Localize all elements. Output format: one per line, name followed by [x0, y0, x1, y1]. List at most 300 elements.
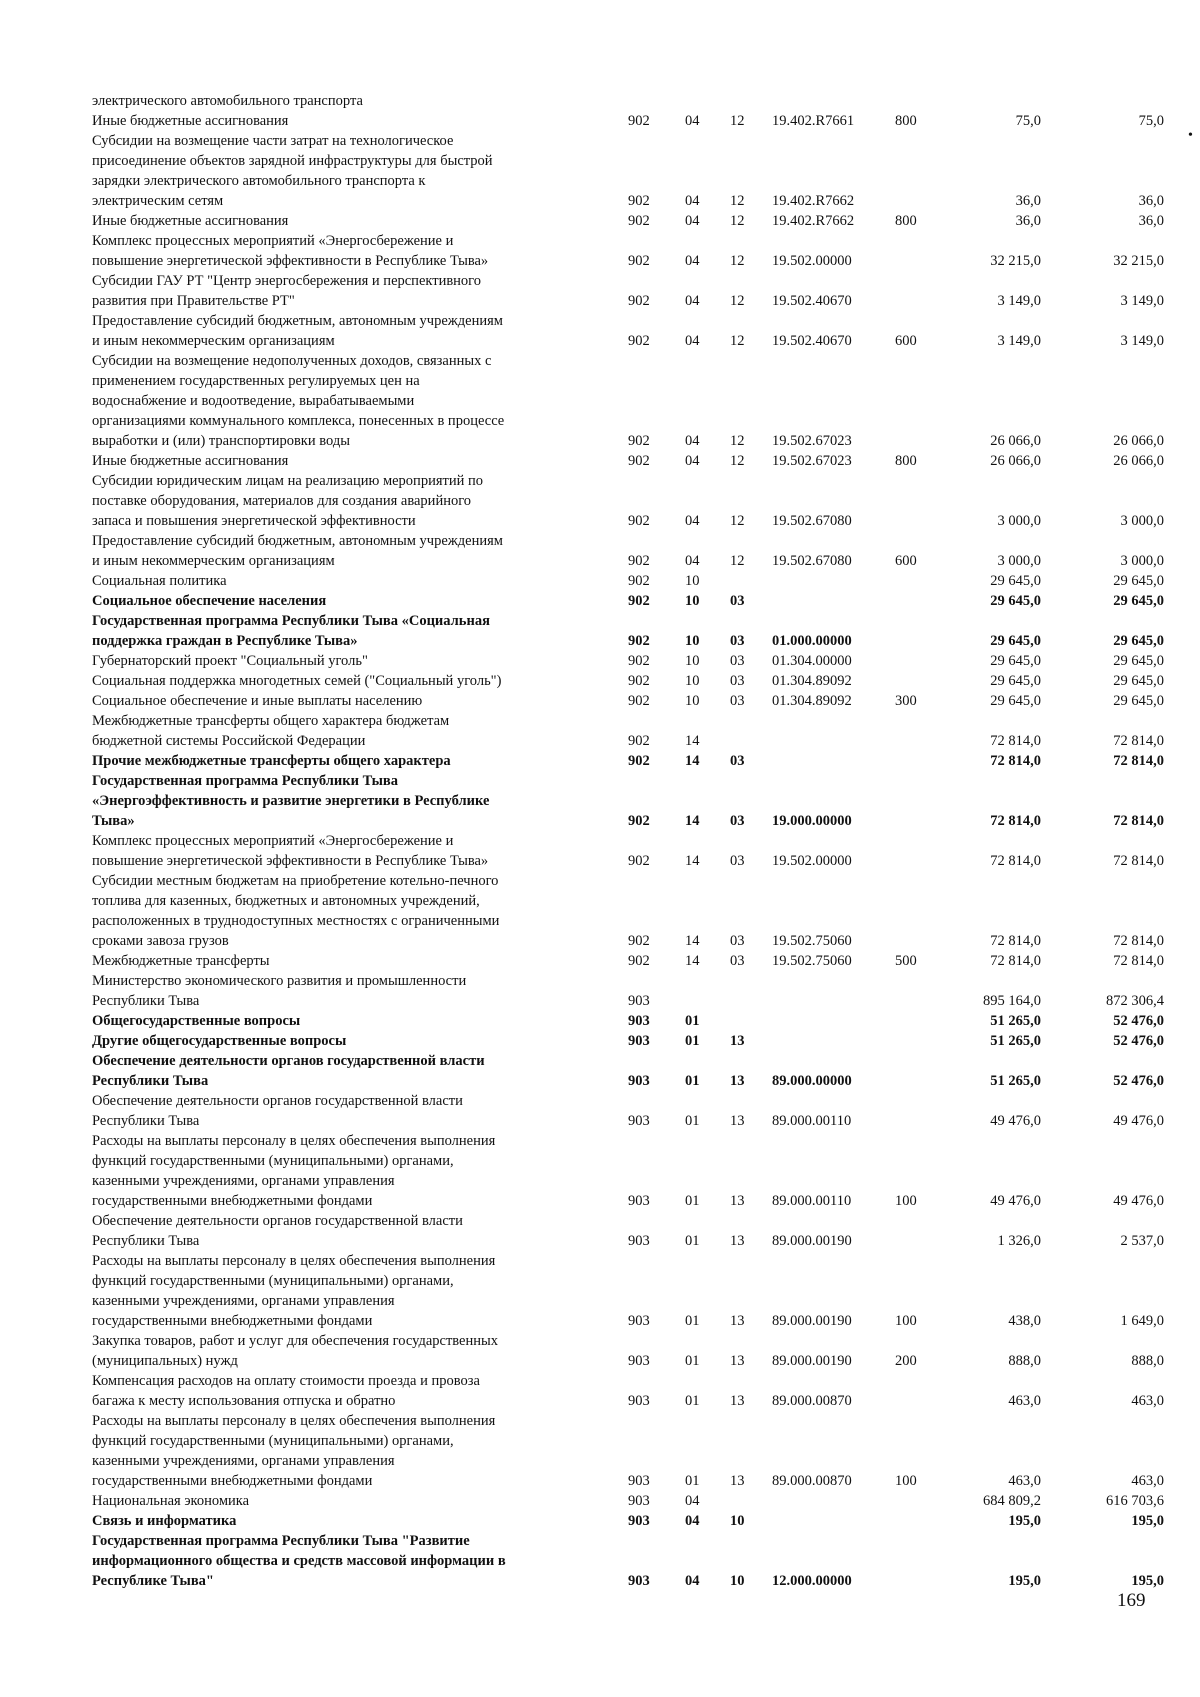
- section-code: 04: [685, 333, 700, 349]
- row-name: [92, 711, 617, 751]
- table-row: [92, 1331, 1177, 1371]
- row-name-line: Республики Тыва: [92, 1113, 200, 1129]
- subsection-code: 03: [730, 693, 745, 709]
- row-name: [92, 611, 617, 651]
- section-code: 10: [685, 593, 700, 609]
- table-row: [92, 1531, 1177, 1591]
- row-name-line: Расходы на выплаты персоналу в целях обеспечения выполнения: [92, 1133, 496, 1149]
- target-article-code: 19.502.67080: [772, 513, 852, 529]
- row-name-line: Государственная программа Республики Тыва: [92, 773, 398, 789]
- subsection-code: 12: [730, 553, 745, 569]
- row-name: [92, 1491, 617, 1511]
- row-name: [92, 1531, 617, 1591]
- expense-type-code: 800: [895, 213, 917, 229]
- target-article-code: 19.502.40670: [772, 333, 852, 349]
- table-row: [92, 971, 1177, 1011]
- amount-year-2: 3 149,0: [1120, 333, 1164, 349]
- row-name-line: и иным некоммерческим организациям: [92, 553, 335, 569]
- table-row: [92, 131, 1177, 211]
- row-name-line: электрическим сетям: [92, 193, 224, 209]
- amount-year-2: 29 645,0: [1113, 593, 1164, 609]
- row-name-line: государственными внебюджетными фондами: [92, 1473, 373, 1489]
- amount-year-1: 29 645,0: [990, 573, 1041, 589]
- admin-code: 902: [628, 513, 650, 529]
- row-name-line: функций государственными (муниципальными) органами,: [92, 1273, 454, 1289]
- row-name-line: Компенсация расходов на оплату стоимости проезда и провоза: [92, 1373, 480, 1389]
- section-code: 10: [685, 653, 700, 669]
- row-name-line: Межбюджетные трансферты общего характера бюджетам: [92, 713, 450, 729]
- table-row: [92, 1091, 1177, 1131]
- row-name-line: Субсидии юридическим лицам на реализацию мероприятий по: [92, 473, 483, 489]
- amount-year-2: 52 476,0: [1113, 1013, 1164, 1029]
- amount-year-2: 72 814,0: [1113, 813, 1164, 829]
- row-name: [92, 1091, 617, 1131]
- row-name-line: Предоставление субсидий бюджетным, автономным учреждениям: [92, 313, 503, 329]
- subsection-code: 03: [730, 853, 745, 869]
- row-name-line: электрического автомобильного транспорта: [92, 93, 363, 109]
- amount-year-1: 195,0: [1008, 1573, 1041, 1589]
- target-article-code: 19.402.R7662: [772, 213, 855, 229]
- row-name-line: Министерство экономического развития и промышленности: [92, 973, 467, 989]
- amount-year-2: 26 066,0: [1113, 433, 1164, 449]
- row-name-line: Социальная поддержка многодетных семей ("Социальный уголь"): [92, 673, 502, 689]
- row-name-line: «Энергоэффективность и развитие энергетики в Республике: [92, 793, 490, 809]
- row-name-line: расположенных в труднодоступных местностях с ограниченными: [92, 913, 500, 929]
- admin-code: 903: [628, 1193, 650, 1209]
- admin-code: 902: [628, 253, 650, 269]
- table-row: [92, 1051, 1177, 1091]
- target-article-code: 19.000.00000: [772, 813, 852, 829]
- row-name: [92, 651, 617, 671]
- expense-type-code: 100: [895, 1193, 917, 1209]
- amount-year-2: 195,0: [1131, 1513, 1164, 1529]
- target-article-code: 89.000.00110: [772, 1193, 852, 1209]
- table-row: [92, 751, 1177, 771]
- row-name-line: развития при Правительстве РТ": [92, 293, 295, 309]
- admin-code: 902: [628, 593, 650, 609]
- section-code: 14: [685, 753, 700, 769]
- row-name: [92, 971, 617, 1011]
- expense-type-code: 100: [895, 1473, 917, 1489]
- admin-code: 902: [628, 293, 650, 309]
- admin-code: 902: [628, 573, 650, 589]
- expense-type-code: 800: [895, 453, 917, 469]
- page-number: 169: [1117, 1590, 1146, 1611]
- amount-year-2: 52 476,0: [1113, 1073, 1164, 1089]
- amount-year-1: 72 814,0: [990, 813, 1041, 829]
- target-article-code: 89.000.00190: [772, 1233, 852, 1249]
- row-name-line: водоснабжение и водоотведение, вырабатываемыми: [92, 393, 415, 409]
- admin-code: 902: [628, 113, 650, 129]
- row-name: [92, 1011, 617, 1031]
- subsection-code: 12: [730, 453, 745, 469]
- admin-code: 903: [628, 1113, 650, 1129]
- row-name-line: топлива для казенных, бюджетных и автономных учреждений,: [92, 893, 480, 909]
- amount-year-1: 684 809,2: [983, 1493, 1041, 1509]
- row-name-line: сроками завоза грузов: [92, 933, 229, 949]
- row-name-line: Связь и информатика: [92, 1513, 237, 1529]
- section-code: 01: [685, 1313, 700, 1329]
- table-row: [92, 531, 1177, 571]
- subsection-code: 12: [730, 513, 745, 529]
- amount-year-1: 72 814,0: [990, 853, 1041, 869]
- section-code: 04: [685, 433, 700, 449]
- subsection-code: 03: [730, 813, 745, 829]
- admin-code: 902: [628, 433, 650, 449]
- row-name-line: Обеспечение деятельности органов государственной власти: [92, 1213, 463, 1229]
- subsection-code: 12: [730, 113, 745, 129]
- row-name-line: Комплекс процессных мероприятий «Энергосбережение и: [92, 833, 454, 849]
- row-name: [92, 91, 617, 111]
- target-article-code: 19.502.67023: [772, 433, 852, 449]
- target-article-code: 19.502.67080: [772, 553, 852, 569]
- row-name-line: государственными внебюджетными фондами: [92, 1313, 373, 1329]
- row-name-line: багажа к месту использования отпуска и обратно: [92, 1393, 396, 1409]
- section-code: 04: [685, 193, 700, 209]
- amount-year-1: 72 814,0: [990, 733, 1041, 749]
- subsection-code: 13: [730, 1353, 745, 1369]
- admin-code: 903: [628, 1233, 650, 1249]
- amount-year-1: 29 645,0: [990, 693, 1041, 709]
- section-code: 04: [685, 513, 700, 529]
- table-row: [92, 271, 1177, 311]
- amount-year-2: 195,0: [1131, 1573, 1164, 1589]
- target-article-code: 89.000.00190: [772, 1353, 852, 1369]
- admin-code: 903: [628, 1013, 650, 1029]
- admin-code: 903: [628, 1033, 650, 1049]
- row-name-line: Субсидии местным бюджетам на приобретение котельно-печного: [92, 873, 499, 889]
- amount-year-2: 72 814,0: [1113, 753, 1164, 769]
- row-name-line: казенными учреждениями, органами управления: [92, 1293, 395, 1309]
- amount-year-1: 195,0: [1008, 1513, 1041, 1529]
- table-row: [92, 471, 1177, 531]
- amount-year-2: 72 814,0: [1113, 733, 1164, 749]
- row-name: [92, 1371, 617, 1411]
- table-row: [92, 651, 1177, 671]
- table-row: [92, 1131, 1177, 1211]
- row-name: [92, 271, 617, 311]
- admin-code: 903: [628, 993, 650, 1009]
- expense-type-code: 800: [895, 113, 917, 129]
- table-row: [92, 951, 1177, 971]
- row-name-line: Социальное обеспечение населения: [92, 593, 327, 609]
- expense-type-code: 200: [895, 1353, 917, 1369]
- subsection-code: 12: [730, 333, 745, 349]
- admin-code: 902: [628, 933, 650, 949]
- row-name-line: запаса и повышения энергетической эффективности: [92, 513, 416, 529]
- subsection-code: 10: [730, 1573, 745, 1589]
- target-article-code: 19.502.75060: [772, 953, 852, 969]
- row-name: [92, 1251, 617, 1331]
- row-name: [92, 1411, 617, 1491]
- row-name-line: Социальная политика: [92, 573, 227, 589]
- row-name: [92, 1031, 617, 1051]
- row-name: [92, 771, 617, 831]
- expense-type-code: 500: [895, 953, 917, 969]
- amount-year-2: 463,0: [1131, 1393, 1164, 1409]
- section-code: 01: [685, 1473, 700, 1489]
- section-code: 14: [685, 933, 700, 949]
- row-name: [92, 471, 617, 531]
- amount-year-2: 872 306,4: [1106, 993, 1164, 1009]
- row-name: [92, 871, 617, 951]
- row-name-line: Предоставление субсидий бюджетным, автономным учреждениям: [92, 533, 503, 549]
- amount-year-1: 463,0: [1008, 1393, 1041, 1409]
- amount-year-1: 72 814,0: [990, 933, 1041, 949]
- admin-code: 903: [628, 1393, 650, 1409]
- table-row: [92, 91, 1177, 111]
- row-name: [92, 751, 617, 771]
- section-code: 04: [685, 213, 700, 229]
- admin-code: 903: [628, 1353, 650, 1369]
- admin-code: 902: [628, 693, 650, 709]
- table-row: [92, 711, 1177, 751]
- amount-year-2: 29 645,0: [1113, 573, 1164, 589]
- table-row: [92, 1031, 1177, 1051]
- table-row: [92, 691, 1177, 711]
- subsection-code: 12: [730, 253, 745, 269]
- target-article-code: 89.000.00190: [772, 1313, 852, 1329]
- row-name: [92, 591, 617, 611]
- section-code: 04: [685, 453, 700, 469]
- row-name-line: Другие общегосударственные вопросы: [92, 1033, 347, 1049]
- amount-year-1: 36,0: [1015, 193, 1041, 209]
- admin-code: 902: [628, 633, 650, 649]
- row-name: [92, 691, 617, 711]
- row-name-line: Общегосударственные вопросы: [92, 1013, 301, 1029]
- row-name-line: функций государственными (муниципальными) органами,: [92, 1153, 454, 1169]
- subsection-code: 03: [730, 953, 745, 969]
- row-name: [92, 831, 617, 871]
- row-name: [92, 671, 617, 691]
- amount-year-2: 1 649,0: [1120, 1313, 1164, 1329]
- amount-year-2: 32 215,0: [1113, 253, 1164, 269]
- section-code: 01: [685, 1073, 700, 1089]
- section-code: 01: [685, 1193, 700, 1209]
- amount-year-2: 36,0: [1138, 213, 1164, 229]
- expense-type-code: 600: [895, 333, 917, 349]
- subsection-code: 13: [730, 1113, 745, 1129]
- amount-year-2: 29 645,0: [1113, 633, 1164, 649]
- amount-year-1: 29 645,0: [990, 633, 1041, 649]
- row-name-line: Социальное обеспечение и иные выплаты населению: [92, 693, 423, 709]
- subsection-code: 10: [730, 1513, 745, 1529]
- amount-year-2: 2 537,0: [1120, 1233, 1164, 1249]
- row-name-line: Иные бюджетные ассигнования: [92, 113, 289, 129]
- subsection-code: 13: [730, 1233, 745, 1249]
- row-name: [92, 111, 617, 131]
- section-code: 10: [685, 673, 700, 689]
- target-article-code: 01.304.00000: [772, 653, 852, 669]
- section-code: 04: [685, 113, 700, 129]
- amount-year-1: 75,0: [1015, 113, 1041, 129]
- subsection-code: 13: [730, 1313, 745, 1329]
- row-name-line: (муниципальных) нужд: [92, 1353, 238, 1369]
- amount-year-1: 26 066,0: [990, 433, 1041, 449]
- subsection-code: 13: [730, 1473, 745, 1489]
- row-name-line: Закупка товаров, работ и услуг для обеспечения государственных: [92, 1333, 499, 1349]
- subsection-code: 03: [730, 653, 745, 669]
- row-name-line: Субсидии на возмещение части затрат на технологическое: [92, 133, 454, 149]
- admin-code: 903: [628, 1073, 650, 1089]
- amount-year-2: 36,0: [1138, 193, 1164, 209]
- row-name-line: поддержка граждан в Республике Тыва»: [92, 633, 358, 649]
- expense-type-code: 100: [895, 1313, 917, 1329]
- admin-code: 902: [628, 813, 650, 829]
- subsection-code: 03: [730, 933, 745, 949]
- admin-code: 902: [628, 953, 650, 969]
- section-code: 14: [685, 813, 700, 829]
- row-name-line: зарядки электрического автомобильного транспорта к: [92, 173, 426, 189]
- expense-type-code: 600: [895, 553, 917, 569]
- row-name-line: государственными внебюджетными фондами: [92, 1193, 373, 1209]
- table-row: [92, 351, 1177, 451]
- subsection-code: 13: [730, 1193, 745, 1209]
- target-article-code: 19.402.R7662: [772, 193, 855, 209]
- section-code: 01: [685, 1013, 700, 1029]
- row-name: [92, 1211, 617, 1251]
- amount-year-2: 3 000,0: [1120, 553, 1164, 569]
- admin-code: 902: [628, 193, 650, 209]
- admin-code: 902: [628, 753, 650, 769]
- row-name-line: Губернаторский проект "Социальный уголь": [92, 653, 368, 669]
- amount-year-2: 29 645,0: [1113, 673, 1164, 689]
- amount-year-1: 888,0: [1008, 1353, 1041, 1369]
- amount-year-1: 72 814,0: [990, 953, 1041, 969]
- amount-year-2: 463,0: [1131, 1473, 1164, 1489]
- amount-year-1: 29 645,0: [990, 593, 1041, 609]
- section-code: 10: [685, 693, 700, 709]
- row-name: [92, 1331, 617, 1371]
- admin-code: 902: [628, 653, 650, 669]
- row-name-line: функций государственными (муниципальными) органами,: [92, 1433, 454, 1449]
- row-name-line: Прочие межбюджетные трансферты общего характера: [92, 753, 451, 769]
- amount-year-1: 438,0: [1008, 1313, 1041, 1329]
- subsection-code: 13: [730, 1073, 745, 1089]
- amount-year-2: 72 814,0: [1113, 953, 1164, 969]
- subsection-code: 03: [730, 633, 745, 649]
- row-name-line: Иные бюджетные ассигнования: [92, 453, 289, 469]
- amount-year-1: 51 265,0: [990, 1033, 1041, 1049]
- amount-year-1: 32 215,0: [990, 253, 1041, 269]
- admin-code: 902: [628, 333, 650, 349]
- row-name-line: организациями коммунального комплекса, понесенных в процессе: [92, 413, 505, 429]
- amount-year-1: 51 265,0: [990, 1073, 1041, 1089]
- amount-year-1: 3 149,0: [997, 293, 1041, 309]
- table-row: [92, 831, 1177, 871]
- margin-mark: •: [1188, 128, 1193, 143]
- target-article-code: 01.304.89092: [772, 693, 852, 709]
- amount-year-1: 3 000,0: [997, 553, 1041, 569]
- amount-year-2: 26 066,0: [1113, 453, 1164, 469]
- section-code: 14: [685, 733, 700, 749]
- row-name: [92, 351, 617, 451]
- row-name-line: бюджетной системы Российской Федерации: [92, 733, 366, 749]
- row-name: [92, 1511, 617, 1531]
- row-name-line: и иным некоммерческим организациям: [92, 333, 335, 349]
- section-code: 01: [685, 1393, 700, 1409]
- row-name-line: присоединение объектов зарядной инфраструктуры для быстрой: [92, 153, 493, 169]
- admin-code: 902: [628, 213, 650, 229]
- amount-year-1: 3 000,0: [997, 513, 1041, 529]
- row-name-line: Обеспечение деятельности органов государственной власти: [92, 1053, 485, 1069]
- amount-year-1: 3 149,0: [997, 333, 1041, 349]
- amount-year-2: 888,0: [1131, 1353, 1164, 1369]
- row-name: [92, 131, 617, 211]
- row-name-line: Республики Тыва: [92, 993, 200, 1009]
- row-name-line: Расходы на выплаты персоналу в целях обеспечения выполнения: [92, 1413, 496, 1429]
- target-article-code: 19.502.00000: [772, 853, 852, 869]
- row-name-line: Республике Тыва": [92, 1573, 214, 1589]
- row-name-line: Расходы на выплаты персоналу в целях обеспечения выполнения: [92, 1253, 496, 1269]
- admin-code: 902: [628, 453, 650, 469]
- section-code: 04: [685, 293, 700, 309]
- row-name-line: Обеспечение деятельности органов государственной власти: [92, 1093, 463, 1109]
- amount-year-2: 29 645,0: [1113, 653, 1164, 669]
- section-code: 10: [685, 633, 700, 649]
- row-name-line: применением государственных регулируемых цен на: [92, 373, 420, 389]
- admin-code: 902: [628, 853, 650, 869]
- amount-year-2: 49 476,0: [1113, 1113, 1164, 1129]
- row-name: [92, 231, 617, 271]
- row-name: [92, 1051, 617, 1091]
- row-name: [92, 451, 617, 471]
- table-row: [92, 1251, 1177, 1331]
- target-article-code: 19.502.67023: [772, 453, 852, 469]
- section-code: 01: [685, 1033, 700, 1049]
- target-article-code: 19.502.00000: [772, 253, 852, 269]
- section-code: 14: [685, 853, 700, 869]
- section-code: 04: [685, 253, 700, 269]
- section-code: 04: [685, 1573, 700, 1589]
- row-name: [92, 531, 617, 571]
- row-name-line: Межбюджетные трансферты: [92, 953, 270, 969]
- table-row: [92, 311, 1177, 351]
- target-article-code: 89.000.00110: [772, 1113, 852, 1129]
- admin-code: 902: [628, 673, 650, 689]
- amount-year-1: 49 476,0: [990, 1193, 1041, 1209]
- amount-year-2: 616 703,6: [1106, 1493, 1164, 1509]
- admin-code: 902: [628, 733, 650, 749]
- row-name-line: Иные бюджетные ассигнования: [92, 213, 289, 229]
- row-name-line: Комплекс процессных мероприятий «Энергосбережение и: [92, 233, 454, 249]
- amount-year-2: 49 476,0: [1113, 1193, 1164, 1209]
- expense-type-code: 300: [895, 693, 917, 709]
- section-code: 14: [685, 953, 700, 969]
- row-name: [92, 311, 617, 351]
- subsection-code: 12: [730, 193, 745, 209]
- section-code: 04: [685, 553, 700, 569]
- table-row: [92, 1371, 1177, 1411]
- amount-year-1: 29 645,0: [990, 673, 1041, 689]
- amount-year-1: 463,0: [1008, 1473, 1041, 1489]
- subsection-code: 13: [730, 1033, 745, 1049]
- target-article-code: 19.402.R7661: [772, 113, 855, 129]
- section-code: 01: [685, 1353, 700, 1369]
- row-name-line: Субсидии ГАУ РТ "Центр энергосбережения и перспективного: [92, 273, 482, 289]
- subsection-code: 13: [730, 1393, 745, 1409]
- amount-year-1: 49 476,0: [990, 1113, 1041, 1129]
- table-row: [92, 231, 1177, 271]
- row-name: [92, 1131, 617, 1211]
- table-row: [92, 611, 1177, 651]
- table-row: [92, 111, 1177, 131]
- section-code: 01: [685, 1233, 700, 1249]
- table-row: [92, 671, 1177, 691]
- row-name-line: Государственная программа Республики Тыва "Развитие: [92, 1533, 470, 1549]
- subsection-code: 12: [730, 213, 745, 229]
- row-name-line: Республики Тыва: [92, 1073, 209, 1089]
